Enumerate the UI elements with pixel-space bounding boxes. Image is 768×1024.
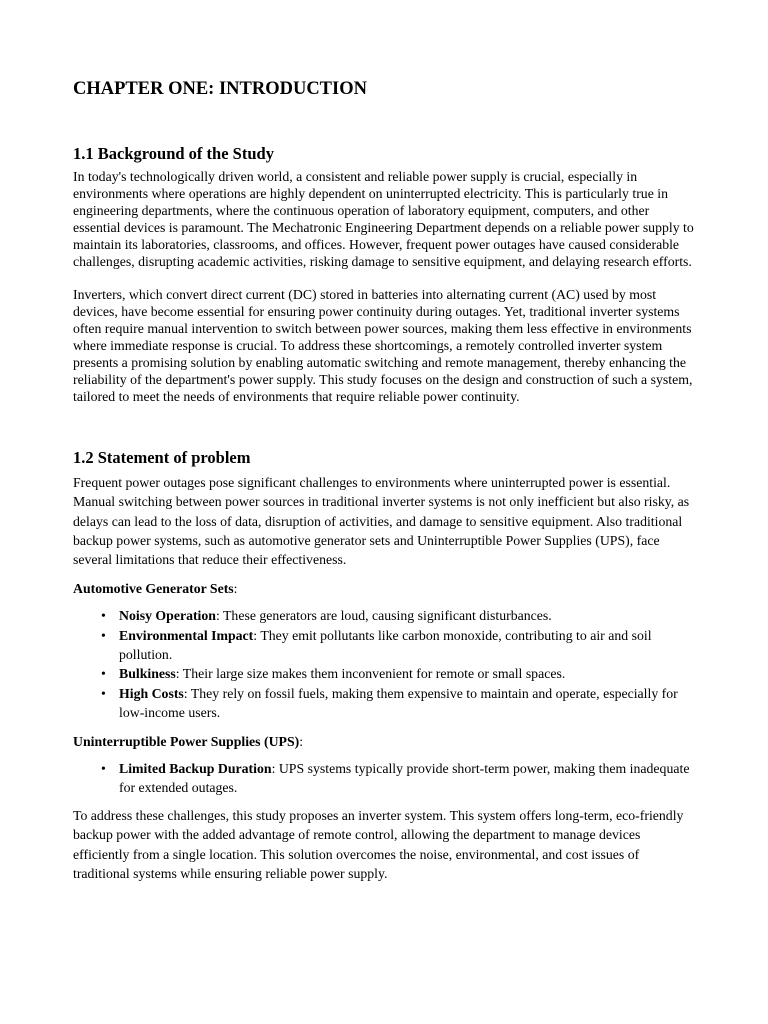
list-item-text: : They rely on fossil fuels, making them expensive to maintain and operate, especially for low-income users. xyxy=(119,685,678,721)
list-item-term: Limited Backup Duration xyxy=(119,761,272,777)
bullet-icon: • xyxy=(101,608,106,624)
list-item-term: High Costs xyxy=(119,685,184,701)
document-page xyxy=(73,78,695,884)
chapter-title: CHAPTER ONE: INTRODUCTION xyxy=(73,79,367,99)
problem-intro-paragraph: Frequent power outages pose significant challenges to environments where uninterrupted power is essential. Manual switching between power sources in traditional inverter systems is not only inefficient but also risky, as delays can lead to the loss of data, disruption of activities, and damage to sensitive equipment. Also traditional backup power systems, such as automotive generator sets and Uninterruptible Power Supplies (UPS), face several limitations that reduce their effectiveness. xyxy=(73,474,690,568)
list-item-text: : They emit pollutants like carbon monoxide, contributing to air and soil pollution. xyxy=(119,627,652,663)
ups-label-colon: : xyxy=(299,733,304,749)
list-item-text: : These generators are loud, causing significant disturbances. xyxy=(215,608,552,624)
generator-sets-label-colon: : xyxy=(233,580,238,596)
list-item xyxy=(101,759,695,798)
generator-sets-label xyxy=(73,579,695,598)
section-heading-problem: 1.2 Statement of problem xyxy=(73,447,251,467)
list-item xyxy=(101,664,695,683)
bullet-icon: • xyxy=(101,761,106,777)
generator-sets-label-text: Automotive Generator Sets xyxy=(73,580,234,596)
problem-conclusion-paragraph: To address these challenges, this study proposes an inverter system. This system offers long-term, eco-friendly backup power with the added advantage of remote control, allowing the department to manage devices efficiently from a single location. This solution overcomes the noise, environmental, and cost issues of traditional systems while ensuring reliable power supply. xyxy=(73,807,684,882)
list-item-term: Bulkiness xyxy=(119,666,176,682)
background-paragraph-2: Inverters, which convert direct current (DC) stored in batteries into alternating current (AC) used by most devices, have become essential for ensuring power continuity during outages. Yet, traditional inverter systems often require manual intervention to switch between power sources, making them less effective in environments where immediate response is crucial. To address these shortcomings, a remotely controlled inverter system presents a promising solution by enabling automatic switching and remote management, thereby enhancing the reliability of the department's power supply. This study focuses on the design and construction of such a system, tailored to meet the needs of environments that require reliable power continuity. xyxy=(73,287,693,404)
bullet-icon: • xyxy=(101,627,106,643)
list-item-text: : Their large size makes them inconvenient for remote or small spaces. xyxy=(175,666,566,682)
bullet-icon: • xyxy=(101,666,106,682)
ups-label xyxy=(73,732,695,751)
bullet-icon: • xyxy=(101,685,106,701)
background-paragraph-1: In today's technologically driven world, a consistent and reliable power supply is crucial, especially in environments where operations are highly dependent on uninterrupted electricity. This is particularly true in engineering departments, where the continuous operation of laboratory equipment, computers, and other essential devices is paramount. The Mechatronic Engineering Department depends on a reliable power supply to maintain its laboratories, classrooms, and offices. However, frequent power outages have caused considerable challenges, disrupting academic activities, risking damage to sensitive equipment, and delaying research efforts. xyxy=(73,169,694,269)
list-item xyxy=(101,626,695,665)
generator-limitations-list xyxy=(73,606,695,722)
ups-label-text: Uninterruptible Power Supplies (UPS) xyxy=(73,733,300,749)
list-item-term: Environmental Impact xyxy=(119,627,254,643)
ups-limitations-list xyxy=(73,759,695,798)
list-item-term: Noisy Operation xyxy=(119,608,216,624)
list-item xyxy=(101,684,695,723)
list-item-text: : UPS systems typically provide short-term power, making them inadequate for extended outages. xyxy=(119,761,690,796)
list-item xyxy=(101,606,695,625)
section-heading-background: 1.1 Background of the Study xyxy=(73,144,274,163)
